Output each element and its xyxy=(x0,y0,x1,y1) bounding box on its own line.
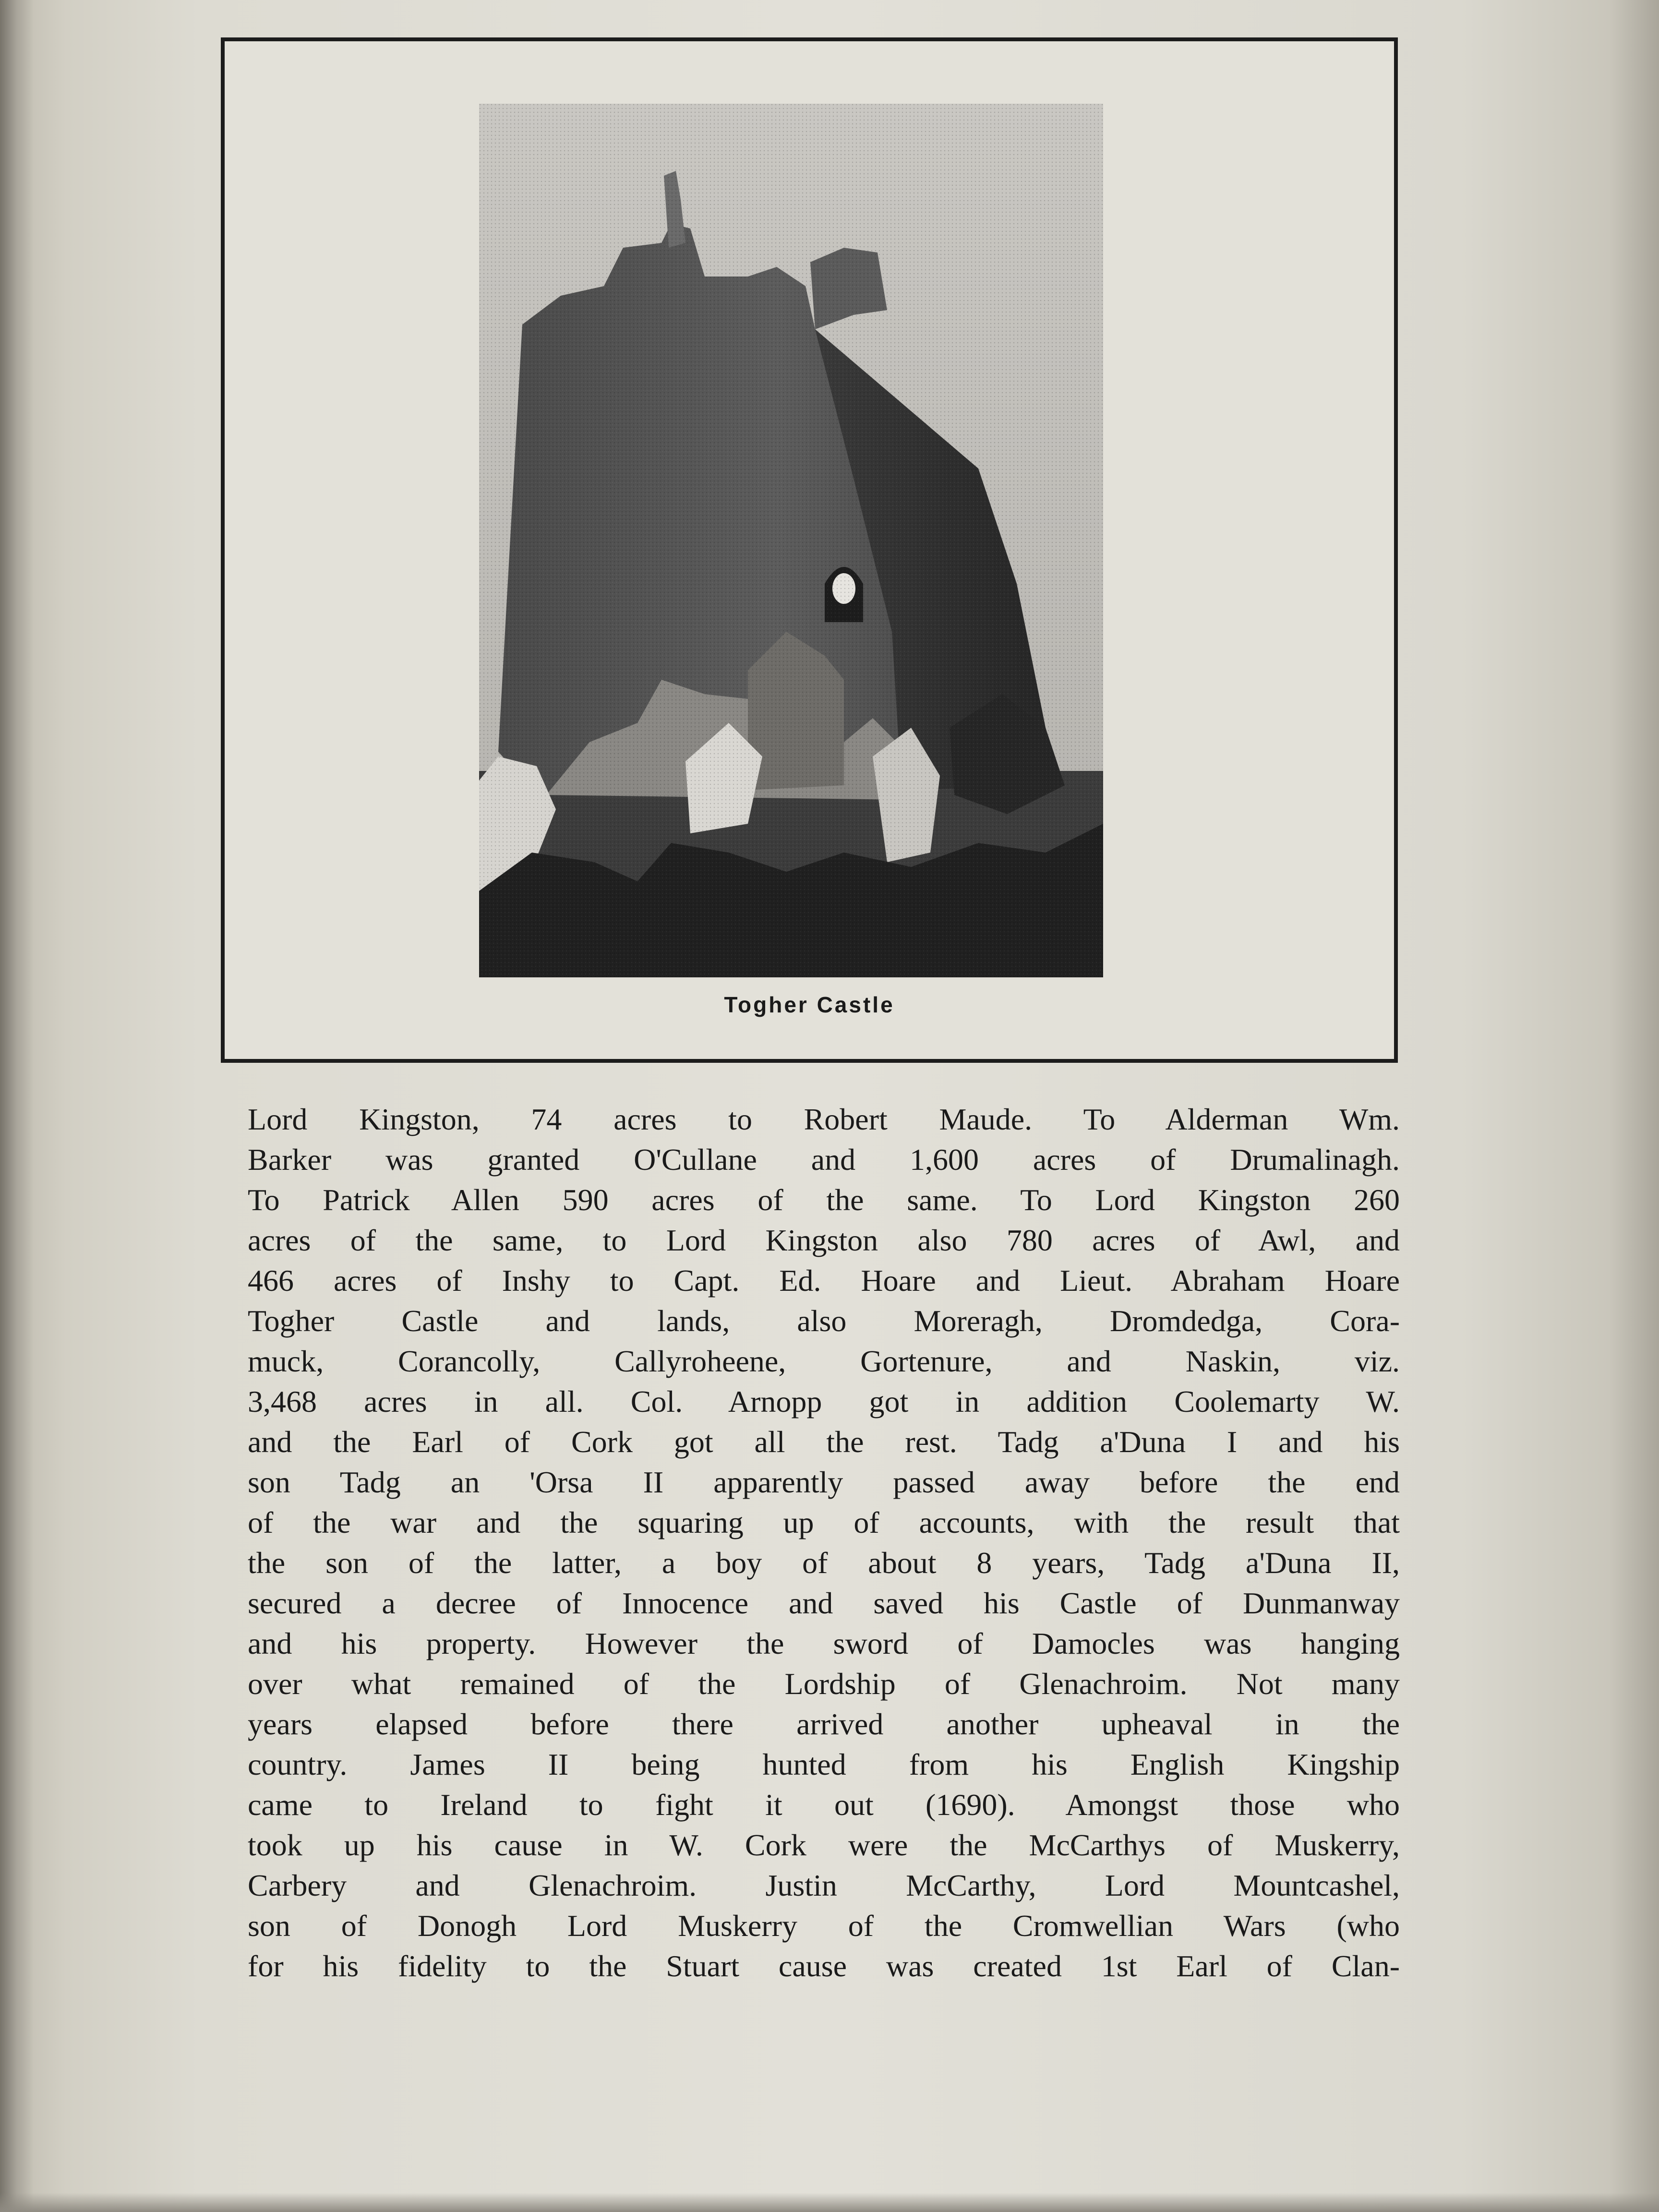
text-line: Carbery and Glenachroim. Justin McCarthy, Lord Mountcashel, xyxy=(248,1868,1400,1902)
text-line: the son of the latter, a boy of about 8 years, Tadg a'Duna II, xyxy=(248,1546,1400,1580)
text-line: acres of the same, to Lord Kingston also 780 acres of Awl, and xyxy=(248,1223,1400,1257)
text-line: over what remained of the Lordship of Glenachroim. Not many xyxy=(248,1667,1400,1701)
text-line: 3,468 acres in all. Col. Arnopp got in addition Coolemarty W. xyxy=(248,1384,1400,1419)
text-line: years elapsed before there arrived another upheaval in the xyxy=(248,1707,1400,1741)
text-line: Barker was granted O'Cullane and 1,600 acres of Drumalinagh. xyxy=(248,1142,1400,1177)
text-line: took up his cause in W. Cork were the McCarthys of Muskerry, xyxy=(248,1828,1400,1862)
body-text xyxy=(248,1099,1400,1986)
text-line: for his fidelity to the Stuart cause was created 1st Earl of Clan- xyxy=(248,1949,1400,1983)
text-line: Togher Castle and lands, also Moreragh, Dromdedga, Cora- xyxy=(248,1304,1400,1338)
text-line: and the Earl of Cork got all the rest. Tadg a'Duna I and his xyxy=(248,1425,1400,1459)
text-line: of the war and the squaring up of accounts, with the result that xyxy=(248,1505,1400,1539)
page-gutter-shadow xyxy=(0,0,34,2212)
text-line: came to Ireland to fight it out (1690). Amongst those who xyxy=(248,1788,1400,1822)
text-line: country. James II being hunted from his English Kingship xyxy=(248,1747,1400,1781)
figure-frame xyxy=(221,37,1398,1063)
text-line: son Tadg an 'Orsa II apparently passed away before the end xyxy=(248,1465,1400,1499)
text-line: and his property. However the sword of Damocles was hanging xyxy=(248,1626,1400,1660)
text-line: 466 acres of Inshy to Capt. Ed. Hoare and Lieut. Abraham Hoare xyxy=(248,1263,1400,1298)
text-line: muck, Corancolly, Callyroheene, Gortenure, and Naskin, viz. xyxy=(248,1344,1400,1378)
text-line: Lord Kingston, 74 acres to Robert Maude. To Alderman Wm. xyxy=(248,1102,1400,1136)
text-line: secured a decree of Innocence and saved his Castle of Dunmanway xyxy=(248,1586,1400,1620)
text-line: son of Donogh Lord Muskerry of the Cromwellian Wars (who xyxy=(248,1909,1400,1943)
figure-caption: Togher Castle xyxy=(724,992,895,1017)
text-line: To Patrick Allen 590 acres of the same. To Lord Kingston 260 xyxy=(248,1183,1400,1217)
castle-photo xyxy=(479,104,1103,977)
page-bottom-edge xyxy=(0,2193,1659,2212)
